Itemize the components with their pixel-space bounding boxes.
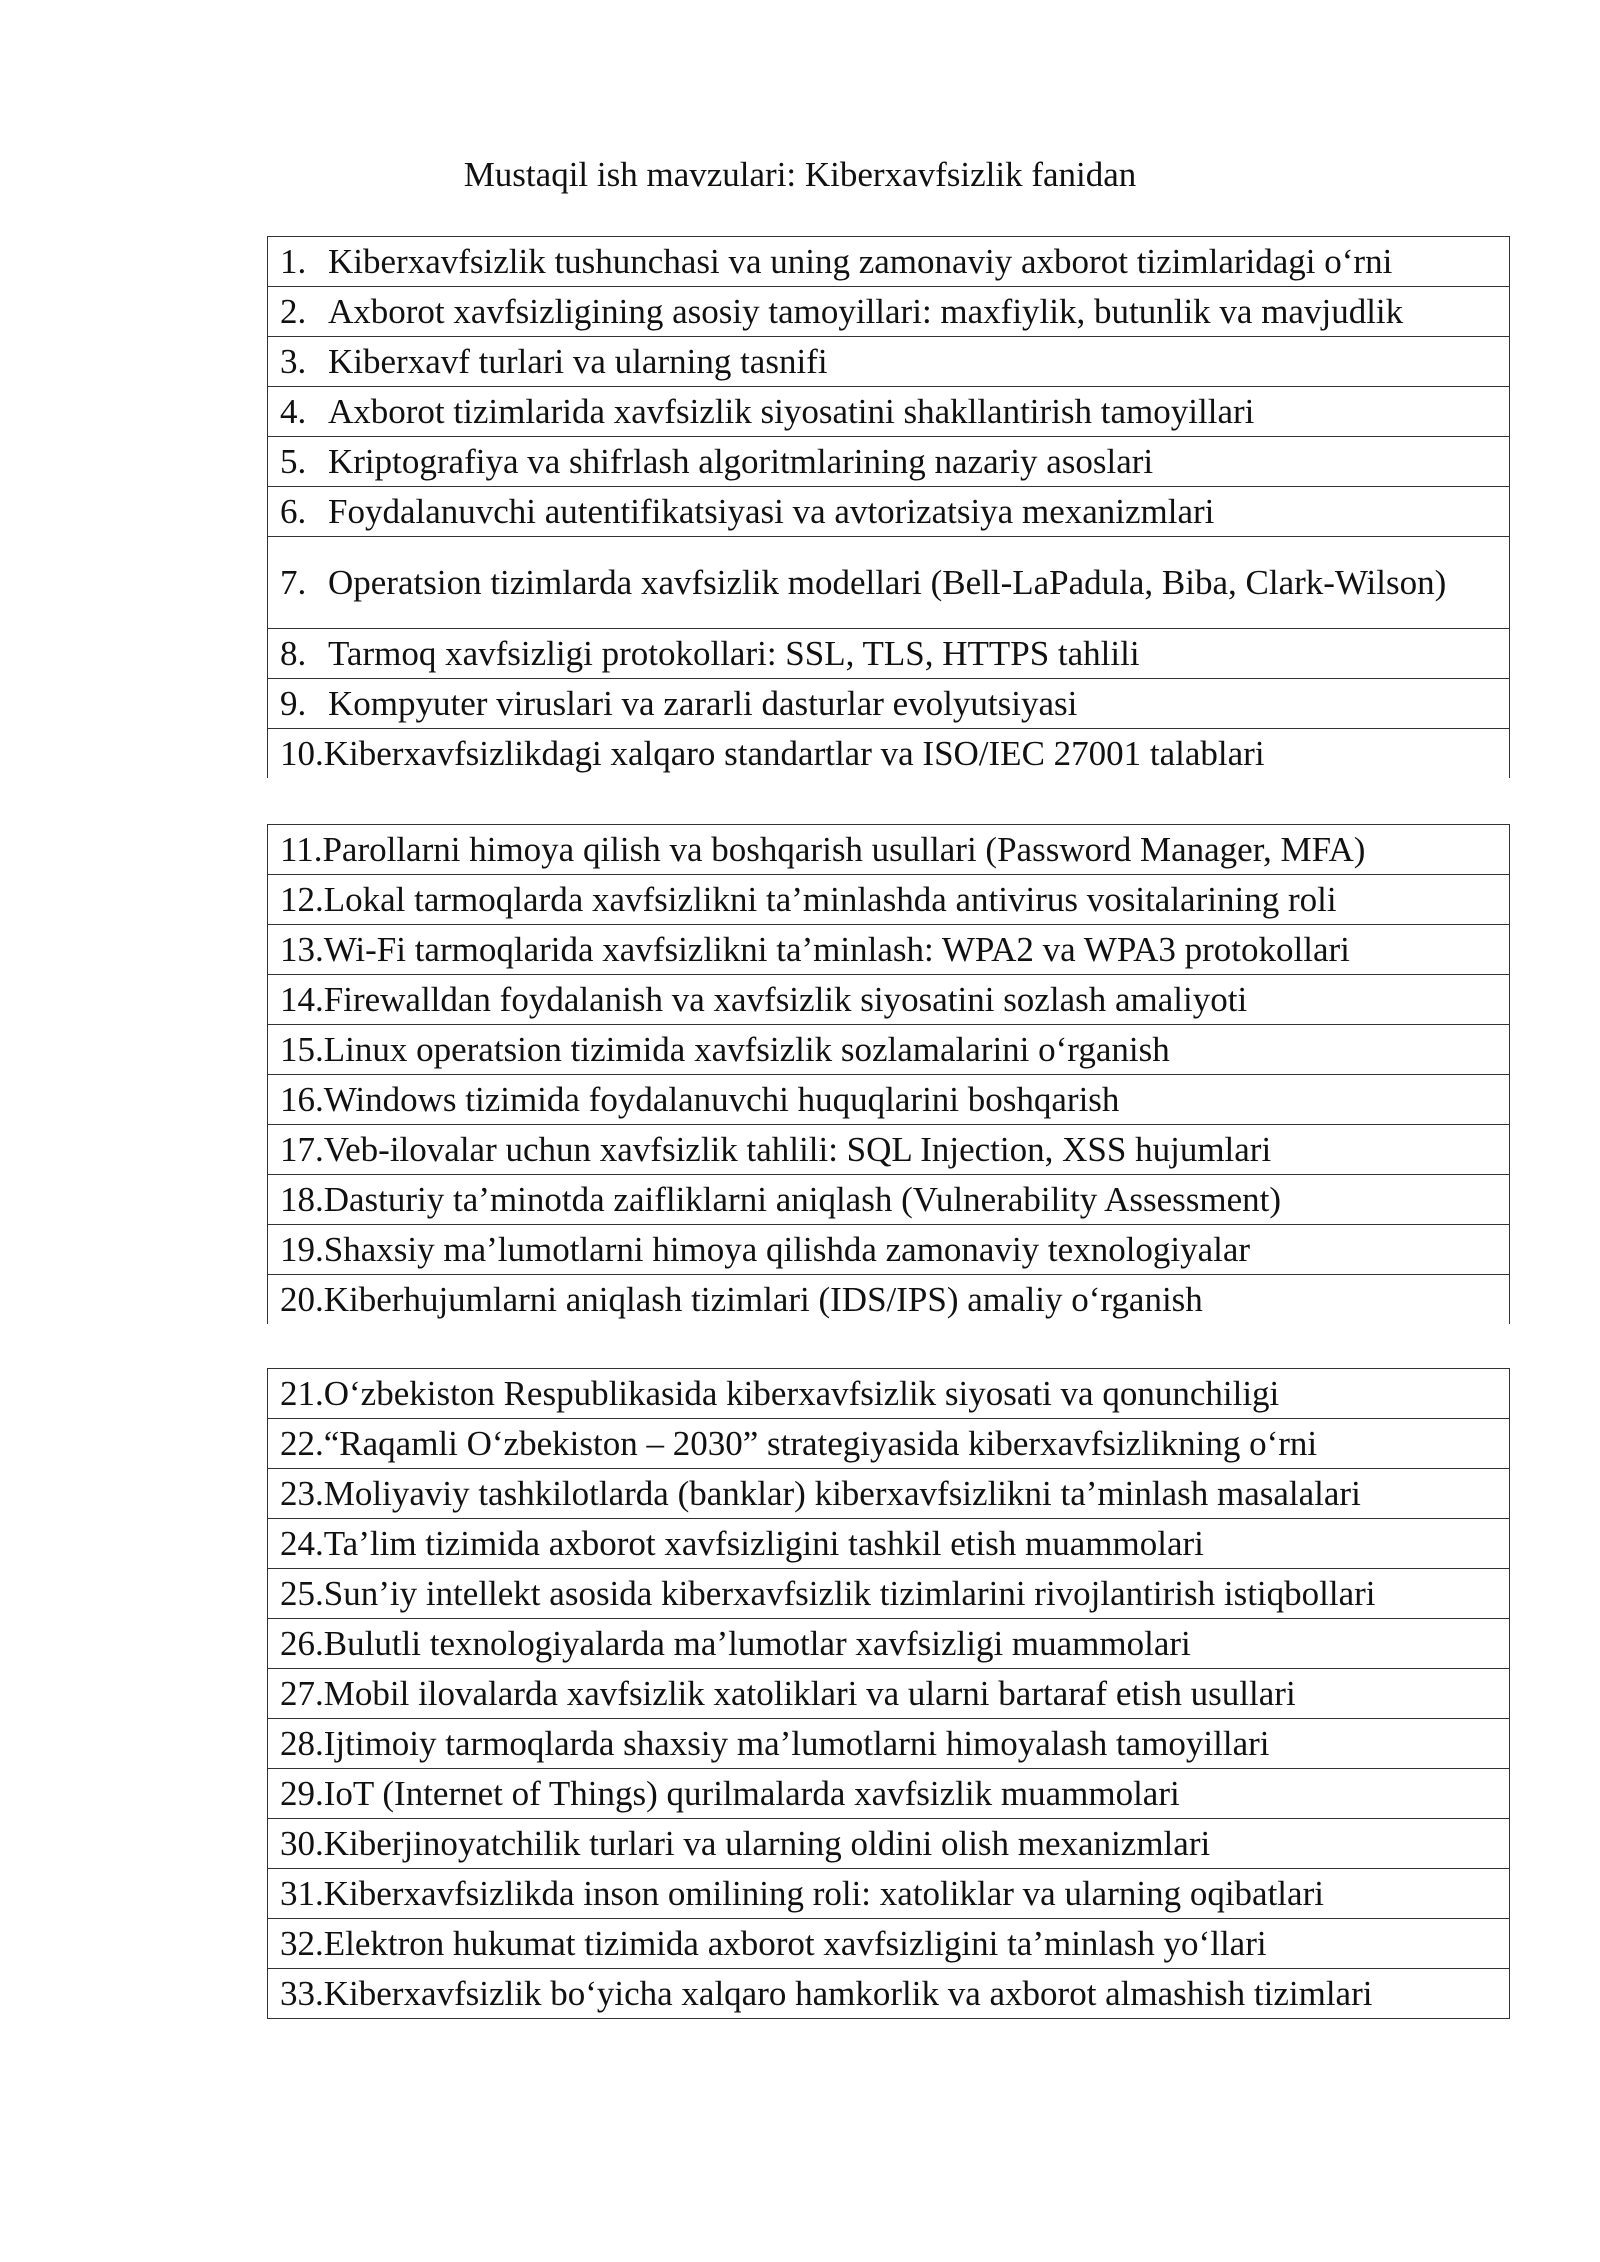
- topic-text: Lokal tarmoqlarda xavfsizlikni ta’minlashda antivirus vositalarining roli: [323, 879, 1337, 919]
- topic-cell: [268, 437, 1510, 487]
- topic-number: 33.: [280, 1973, 324, 2013]
- topics-table-1: [267, 236, 1510, 778]
- topic-text: “Raqamli O‘zbekiston – 2030” strategiyasida kiberxavfsizlikning o‘rni: [323, 1423, 1318, 1463]
- topic-number: 8.: [280, 633, 307, 673]
- topic-number: 2.: [280, 291, 307, 331]
- topic-cell: [268, 1369, 1510, 1419]
- topic-cell: [268, 287, 1510, 337]
- topic-text: Kiberxavfsizlikdagi xalqaro standartlar va ISO/IEC 27001 talablari: [323, 733, 1265, 773]
- table-row: [268, 1125, 1510, 1175]
- topic-cell: [268, 975, 1510, 1025]
- topic-text: Axborot tizimlarida xavfsizlik siyosatini shakllantirish tamoyillari: [328, 391, 1255, 431]
- table-row: [268, 1025, 1510, 1075]
- topic-cell: [268, 1819, 1510, 1869]
- topic-cell: [268, 1519, 1510, 1569]
- table-row: [268, 1669, 1510, 1719]
- table-row: [268, 1275, 1510, 1325]
- topic-cell: [268, 1769, 1510, 1819]
- table-row: [268, 237, 1510, 287]
- topic-cell: [268, 1419, 1510, 1469]
- topic-cell: [268, 1619, 1510, 1669]
- topic-cell: [268, 729, 1510, 779]
- topic-number: 30.: [280, 1823, 324, 1863]
- topic-number: 31.: [280, 1873, 324, 1913]
- topic-number: 20.: [280, 1279, 324, 1319]
- topic-number: 21.: [280, 1373, 324, 1413]
- topic-number: 17.: [280, 1129, 324, 1169]
- topic-number: 19.: [280, 1229, 324, 1269]
- topic-text: IoT (Internet of Things) qurilmalarda xavfsizlik muammolari: [323, 1773, 1180, 1813]
- topic-text: Foydalanuvchi autentifikatsiyasi va avtorizatsiya mexanizmlari: [328, 491, 1215, 531]
- topic-text: O‘zbekiston Respublikasida kiberxavfsizlik siyosati va qonunchiligi: [323, 1373, 1280, 1413]
- topic-cell: [268, 337, 1510, 387]
- topic-cell: [268, 387, 1510, 437]
- topic-number: 6.: [280, 491, 307, 531]
- table-row: [268, 1519, 1510, 1569]
- table-row: [268, 1969, 1510, 2019]
- topic-cell: [268, 1669, 1510, 1719]
- topic-number: 32.: [280, 1923, 324, 1963]
- topic-number: 24.: [280, 1523, 324, 1563]
- topic-cell: [268, 1569, 1510, 1619]
- table-row: [268, 925, 1510, 975]
- topic-number: 23.: [280, 1473, 324, 1513]
- topic-text: Kiberxavfsizlik bo‘yicha xalqaro hamkorlik va axborot almashish tizimlari: [323, 1973, 1373, 2013]
- table-row: [268, 437, 1510, 487]
- topic-text: Sun’iy intellekt asosida kiberxavfsizlik tizimlarini rivojlantirish istiqbollari: [323, 1573, 1376, 1613]
- topic-cell: [268, 1175, 1510, 1225]
- table-row: [268, 1919, 1510, 1969]
- topic-cell: [268, 1075, 1510, 1125]
- table-row: [268, 1469, 1510, 1519]
- topic-text: Shaxsiy ma’lumotlarni himoya qilishda zamonaviy texnologiyalar: [323, 1229, 1251, 1269]
- topic-text: Kiberxavfsizlik tushunchasi va uning zamonaviy axborot tizimlaridagi o‘rni: [328, 241, 1393, 281]
- table-row: [268, 975, 1510, 1025]
- topic-text: Bulutli texnologiyalarda ma’lumotlar xavfsizligi muammolari: [323, 1623, 1191, 1663]
- topics-table-3: [267, 1368, 1510, 2019]
- topics-table-2: [267, 824, 1510, 1324]
- topic-number: 7.: [280, 562, 307, 602]
- table-row: [268, 1225, 1510, 1275]
- topic-number: 9.: [280, 683, 307, 723]
- table-row: [268, 629, 1510, 679]
- topic-number: 14.: [280, 979, 324, 1019]
- table-row: [268, 287, 1510, 337]
- topic-number: 27.: [280, 1673, 324, 1713]
- table-row: [268, 1819, 1510, 1869]
- topic-number: 11.: [280, 829, 323, 869]
- topic-text: Tarmoq xavfsizligi protokollari: SSL, TLS, HTTPS tahlili: [328, 633, 1140, 673]
- topic-text: Kiberhujumlarni aniqlash tizimlari (IDS/IPS) amaliy o‘rganish: [323, 1279, 1203, 1319]
- table-row: [268, 825, 1510, 875]
- table-row: [268, 487, 1510, 537]
- table-row: [268, 875, 1510, 925]
- topic-number: 13.: [280, 929, 324, 969]
- topic-text: Kiberjinoyatchilik turlari va ularning oldini olish mexanizmlari: [323, 1823, 1211, 1863]
- table-row: [268, 337, 1510, 387]
- topic-cell: [268, 1469, 1510, 1519]
- topic-number: 15.: [280, 1029, 324, 1069]
- topic-number: 25.: [280, 1573, 324, 1613]
- topic-text: Kriptografiya va shifrlash algoritmlarining nazariy asoslari: [328, 441, 1154, 481]
- topic-cell: [268, 537, 1510, 629]
- topic-cell: [268, 1869, 1510, 1919]
- topic-cell: [268, 487, 1510, 537]
- table-row: [268, 679, 1510, 729]
- topic-text: Linux operatsion tizimida xavfsizlik sozlamalarini o‘rganish: [323, 1029, 1170, 1069]
- table-row: [268, 387, 1510, 437]
- page-title: Mustaqil ish mavzulari: Kiberxavfsizlik fanidan: [463, 155, 1137, 194]
- topic-text: Moliyaviy tashkilotlarda (banklar) kiberxavfsizlikni ta’minlash masalalari: [323, 1473, 1361, 1513]
- topic-number: 5.: [280, 441, 307, 481]
- topic-cell: [268, 1225, 1510, 1275]
- table-row: [268, 1769, 1510, 1819]
- topic-cell: [268, 1025, 1510, 1075]
- topic-cell: [268, 1275, 1510, 1325]
- table-row: [268, 1075, 1510, 1125]
- topic-number: 28.: [280, 1723, 324, 1763]
- topic-number: 10.: [280, 733, 324, 773]
- table-row: [268, 1869, 1510, 1919]
- table-row: [268, 1719, 1510, 1769]
- table-row: [268, 1419, 1510, 1469]
- topic-cell: [268, 875, 1510, 925]
- topic-cell: [268, 1969, 1510, 2019]
- topic-text: Operatsion tizimlarda xavfsizlik modellari (Bell-LaPadula, Biba, Clark-Wilson): [328, 562, 1447, 602]
- table-row: [268, 1619, 1510, 1669]
- table-row: [268, 1369, 1510, 1419]
- topic-cell: [268, 679, 1510, 729]
- topic-number: 1.: [280, 241, 307, 281]
- table-row: [268, 729, 1510, 779]
- topic-number: 16.: [280, 1079, 324, 1119]
- topic-text: Ta’lim tizimida axborot xavfsizligini tashkil etish muammolari: [323, 1523, 1204, 1563]
- topic-cell: [268, 629, 1510, 679]
- topic-text: Veb-ilovalar uchun xavfsizlik tahlili: SQL Injection, XSS hujumlari: [323, 1129, 1272, 1169]
- topic-text: Mobil ilovalarda xavfsizlik xatoliklari va ularni bartaraf etish usullari: [323, 1673, 1296, 1713]
- topic-number: 4.: [280, 391, 307, 431]
- topic-number: 26.: [280, 1623, 324, 1663]
- topic-number: 12.: [280, 879, 324, 919]
- topic-text: Parollarni himoya qilish va boshqarish usullari (Password Manager, MFA): [322, 829, 1366, 869]
- topic-cell: [268, 1919, 1510, 1969]
- topic-text: Axborot xavfsizligining asosiy tamoyillari: maxfiylik, butunlik va mavjudlik: [328, 291, 1404, 331]
- topic-text: Firewalldan foydalanish va xavfsizlik siyosatini sozlash amaliyoti: [323, 979, 1248, 1019]
- topic-text: Windows tizimida foydalanuvchi huquqlarini boshqarish: [323, 1079, 1120, 1119]
- topic-text: Elektron hukumat tizimida axborot xavfsizligini ta’minlash yo‘llari: [323, 1923, 1267, 1963]
- topic-number: 18.: [280, 1179, 324, 1219]
- topic-number: 29.: [280, 1773, 324, 1813]
- topic-cell: [268, 237, 1510, 287]
- topic-cell: [268, 825, 1510, 875]
- topic-text: Ijtimoiy tarmoqlarda shaxsiy ma’lumotlarni himoyalash tamoyillari: [323, 1723, 1270, 1763]
- topic-number: 22.: [280, 1423, 324, 1463]
- topic-text: Kiberxavfsizlikda inson omilining roli: xatoliklar va ularning oqibatlari: [323, 1873, 1324, 1913]
- topic-number: 3.: [280, 341, 307, 381]
- table-row: [268, 1569, 1510, 1619]
- topic-text: Kiberxavf turlari va ularning tasnifi: [328, 341, 828, 381]
- topic-text: Dasturiy ta’minotda zaifliklarni aniqlash (Vulnerability Assessment): [323, 1179, 1282, 1219]
- topic-cell: [268, 1719, 1510, 1769]
- topic-text: Wi-Fi tarmoqlarida xavfsizlikni ta’minlash: WPA2 va WPA3 protokollari: [323, 929, 1350, 969]
- topic-cell: [268, 1125, 1510, 1175]
- table-row: [268, 537, 1510, 629]
- topic-text: Kompyuter viruslari va zararli dasturlar evolyutsiyasi: [328, 683, 1078, 723]
- topic-cell: [268, 925, 1510, 975]
- table-row: [268, 1175, 1510, 1225]
